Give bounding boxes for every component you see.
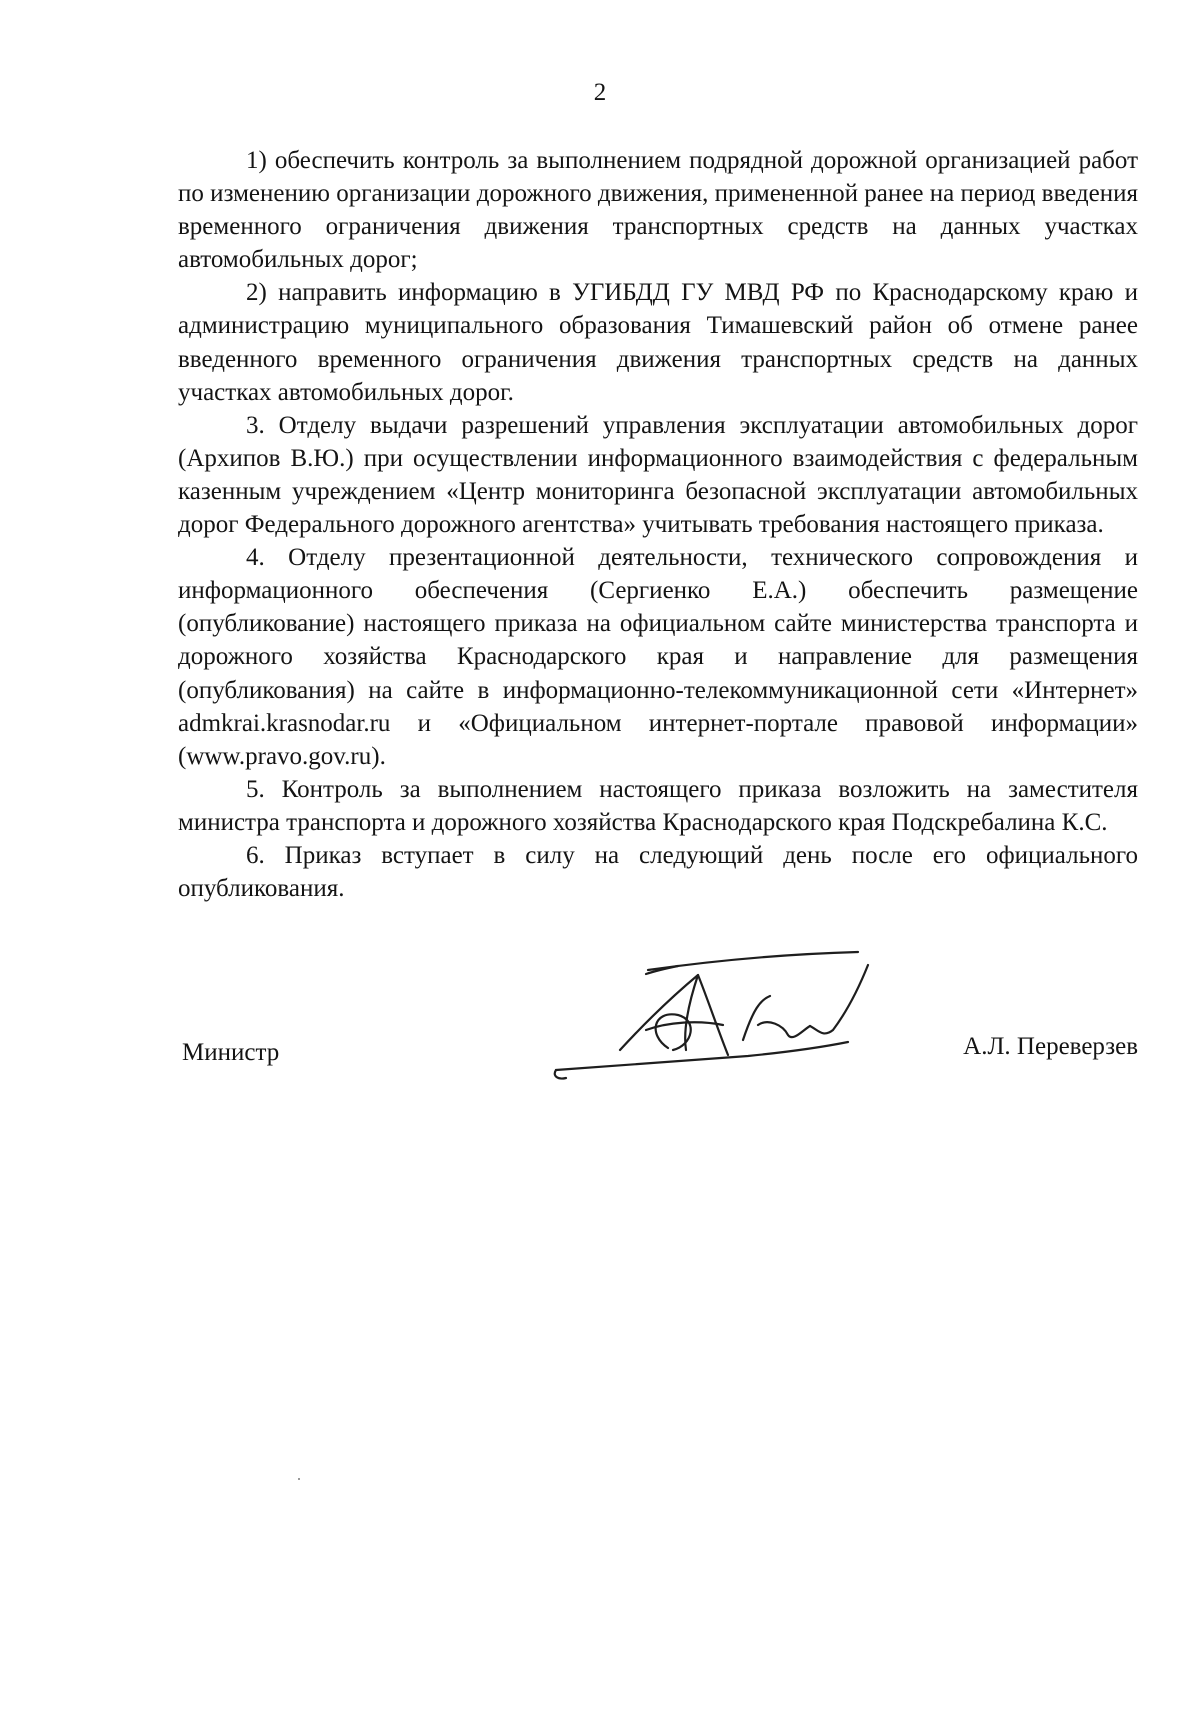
paragraph-1-1: 1) обеспечить контроль за выполнением подрядной дорожной организацией работ по изменению организации дорожного движения, примененной ранее на период введения временного ограничения движения транспортных средств на данных участках автомобильных дорог;: [178, 147, 1138, 274]
signature-block: [178, 930, 1138, 1090]
paragraph-6: 6. Приказ вступает в силу на следующий день после его официального опубликования.: [178, 841, 1138, 903]
document-body: [178, 144, 1138, 905]
scan-speck: [298, 1478, 300, 1480]
page-number: 2: [593, 79, 607, 106]
handwritten-signature-icon: [548, 930, 888, 1080]
paragraph-5: 5. Контроль за выполнением настоящего приказа возложить на заместителя министра транспорта и дорожного хозяйства Краснодарского края Подскребалина К.С.: [178, 775, 1138, 836]
paragraph-3: 3. Отделу выдачи разрешений управления эксплуатации автомобильных дорог (Архипов В.Ю.) при осуществлении информационного взаимодействия с федеральным казенным учреждением «Центр мониторинга безопасной эксплуатации автомобильных дорог Федерального дорожного агентства» учитывать требования настоящего приказа.: [178, 411, 1138, 539]
paragraph-1-2: 2) направить информацию в УГИБДД ГУ МВД РФ по Краснодарскому краю и администрацию муниципального образования Тимашевский район об отмене ранее введенного временного ограничения движения транспортных средств на данных участках автомобильных дорог.: [178, 279, 1138, 406]
paragraph-4: 4. Отделу презентационной деятельности, технического сопровождения и информационного обеспечения (Сергиенко Е.А.) обеспечить размещение (опубликование) настоящего приказа на официальном сайте министерства транспорта и дорожного хозяйства Краснодарского края и направление для размещения (опубликования) на сайте в информационно-телекоммуникационной сети «Интернет» admkrai.krasnodar.ru и «Официальном интернет-портале правовой информации» (www.pravo.gov.ru).: [178, 544, 1138, 770]
signatory-title: Министр: [182, 1039, 280, 1066]
signatory-name: А.Л. Переверзев: [963, 1033, 1138, 1060]
